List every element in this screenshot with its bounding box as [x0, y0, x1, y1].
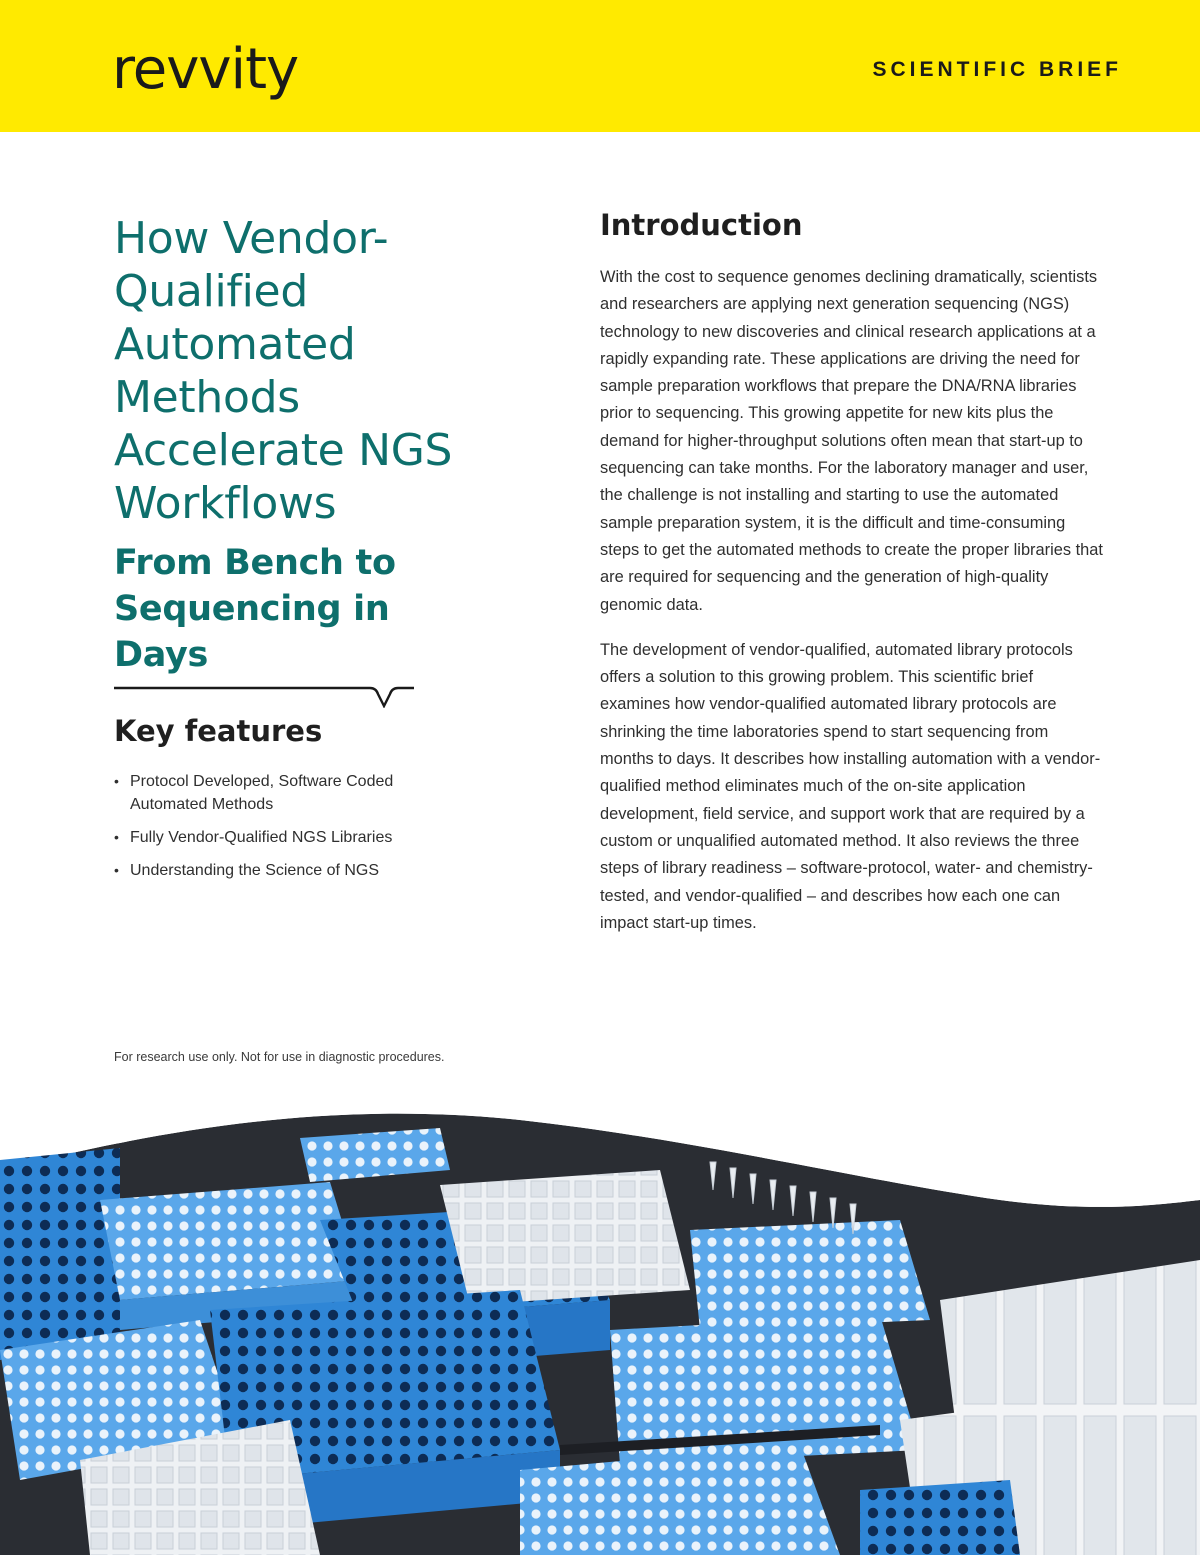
page-subtitle: From Bench to Sequencing in Days [114, 543, 396, 675]
left-column [114, 212, 494, 678]
bullet-icon: • [114, 829, 119, 845]
key-feature-text: Protocol Developed, Software Coded Automated Methods [130, 773, 394, 813]
key-features-list [114, 770, 454, 892]
header-band [0, 0, 1200, 132]
list-item [114, 826, 454, 849]
revvity-logo [112, 30, 298, 110]
intro-paragraph-1: With the cost to sequence genomes declining dramatically, scientists and researchers are applying next generation sequencing (NGS) technology to new discoveries and clinical research applications at a rapidly expanding rate. These applications are driving the need for sample preparation workflows that prepare the DNA/RNA libraries prior to sequencing. This growing appetite for new kits plus the demand for higher-throughput solutions often mean that start-up to sequencing can take months. For the laboratory manager and user, the challenge is not installing and starting to use the automated sample preparation system, it is the difficult and time-consuming steps to get the automated methods to create the proper libraries that are required for sequencing and the generation of high-quality genomic data. [600, 268, 1103, 614]
document-type-label: SCIENTIFIC BRIEF [872, 58, 1122, 81]
clear-plate [440, 1170, 690, 1305]
key-feature-text: Fully Vendor-Qualified NGS Libraries [130, 829, 393, 846]
list-item [114, 770, 454, 816]
intro-paragraph-2: The development of vendor-qualified, automated library protocols offers a solution to this growing problem. This scientific brief examines how vendor-qualified automated library protocols are shrinking the time laboratories spend to start sequencing from months to days. It describes how installing automation with a vendor-qualified method eliminates much of the on-site application development, field service, and support work that are required by a custom or unqualified automated method. It also reviews the three steps of library readiness – software-protocol, water- and chemistry-tested, and vendor-qualified – and describes how each one can impact start-up times. [600, 640, 1101, 932]
lab-deck-photo [0, 1090, 1200, 1555]
plate-stack-top [100, 1182, 360, 1300]
key-features-heading: Key features [114, 714, 323, 748]
bullet-icon: • [114, 862, 119, 878]
bullet-icon: • [114, 773, 119, 789]
introduction-heading: Introduction [600, 208, 803, 242]
logo-text: revvity [112, 37, 299, 102]
list-item [114, 859, 454, 882]
plate-right-top [690, 1220, 930, 1330]
footnote: For research use only. Not for use in diagnostic procedures. [114, 1050, 445, 1064]
right-column [600, 208, 1105, 955]
key-feature-text: Understanding the Science of NGS [130, 862, 380, 879]
page-title: How Vendor-Qualified Automated Methods Accelerate NGS Workflows [114, 213, 453, 529]
tip-rack-left [0, 1148, 120, 1360]
section-divider [114, 678, 414, 708]
